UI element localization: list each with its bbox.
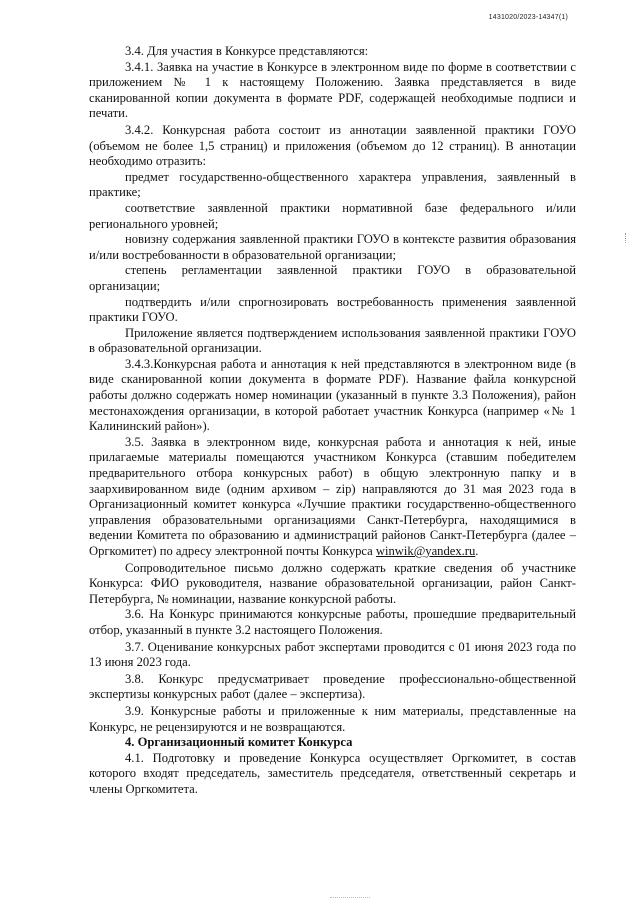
paragraph-3-8: 3.8. Конкурс предусматривает проведение профессионально-общественной экспертизы конкурсных работ (далее – экспертиза).	[89, 671, 576, 702]
paragraph-3-4-2: 3.4.2. Конкурсная работа состоит из аннотации заявленной практики ГОУО (объемом не более 1,5 страниц) и приложения (объемом до 12 страниц). В аннотации необходимо отразить:	[89, 122, 576, 169]
appendix-note: Приложение является подтверждением использования заявленной практики ГОУО в образовательной организации.	[89, 325, 576, 356]
paragraph-3-4-1: 3.4.1. Заявка на участие в Конкурсе в электронном виде по форме в соответствии с приложением № 1 к настоящему Положению. Заявка представляется в виде сканированной копии документа в формате PDF, содержащей необходимые подписи и печати.	[89, 59, 576, 121]
section-4-heading: 4. Организационный комитет Конкурса	[125, 735, 353, 750]
paragraph-3-7: 3.7. Оценивание конкурсных работ экспертами проводится с 01 июня 2023 года по 13 июня 2023 года.	[89, 639, 576, 670]
annotation-item-1: предмет государственно-общественного характера управления, заявленный в практике;	[89, 169, 576, 200]
paragraph-3-5	[89, 435, 576, 560]
paragraph-3-4: 3.4. Для участия в Конкурсе представляются:	[125, 44, 369, 58]
paragraph-3-6: 3.6. На Конкурс принимаются конкурсные работы, прошедшие предварительный отбор, указанный в пункте 3.2 настоящего Положения.	[89, 607, 576, 637]
annotation-item-4: степень регламентации заявленной практики ГОУО в образовательной организации;	[89, 263, 576, 293]
paragraph-3-5-end: .	[475, 544, 479, 558]
paragraph-3-4-3: 3.4.3.Конкурсная работа и аннотация к ней представляются в электронном виде (в виде сканированной копии документа в формате PDF). Название файла конкурсной работы должно содержать номер номинации (указанный в пункте 3.3 Положения), район местонахождения организации, в которой работает участник Конкурса (например «№ 1 Калининский район»).	[89, 356, 576, 434]
scan-footer-mark	[330, 897, 370, 899]
contest-email-link[interactable]: winwik@yandex.ru	[375, 544, 476, 558]
annotation-item-5: подтвердить и/или спрогнозировать востребованность применения заявленной практики ГОУО.	[89, 294, 576, 325]
document-id: 1431020/2023-14347(1)	[488, 14, 568, 21]
annotation-item-3: новизну содержания заявленной практики ГОУО в контексте развития образования и/или востребованности в образовательной организации;	[89, 232, 576, 262]
annotation-item-2: соответствие заявленной практики нормативной базе федерального и/или регионального уровней;	[89, 200, 576, 231]
document-body	[89, 44, 576, 798]
cover-letter-paragraph: Сопроводительное письмо должно содержать краткие сведения об участнике Конкурса: ФИО руководителя, название образовательной организации, район Санкт-Петербурга, № номинации, название конкурсной работы.	[89, 560, 576, 606]
paragraph-4-1: 4.1. Подготовку и проведение Конкурса осуществляет Оргкомитет, в состав которого входят председатель, заместитель председателя, ответственный секретарь и члены Оргкомитета.	[89, 750, 576, 796]
paragraph-3-9: 3.9. Конкурсные работы и приложенные к ним материалы, представленные на Конкурс, не рецензируются и не возвращаются.	[89, 703, 576, 734]
scan-edge-mark	[625, 233, 628, 243]
paragraph-3-5-text: 3.5. Заявка в электронном виде, конкурсная работа и аннотация к ней, иные прилагаемые материалы помещаются участником Конкурса (ставшим победителем предварительного отбора конкурсных работ) в общую электронную папку и в заархивированном виде (одним архивом – zip) направляются до 31 мая 2023 года в Организационный комитет конкурса «Лучшие практики государственно-общественного управления образовательными организациями Санкт-Петербурга, находящимися в ведении Комитета по образованию и администраций районов Санкт-Петербурга (далее – Оргкомитет) по адресу электронной почты Конкурса	[89, 434, 576, 558]
